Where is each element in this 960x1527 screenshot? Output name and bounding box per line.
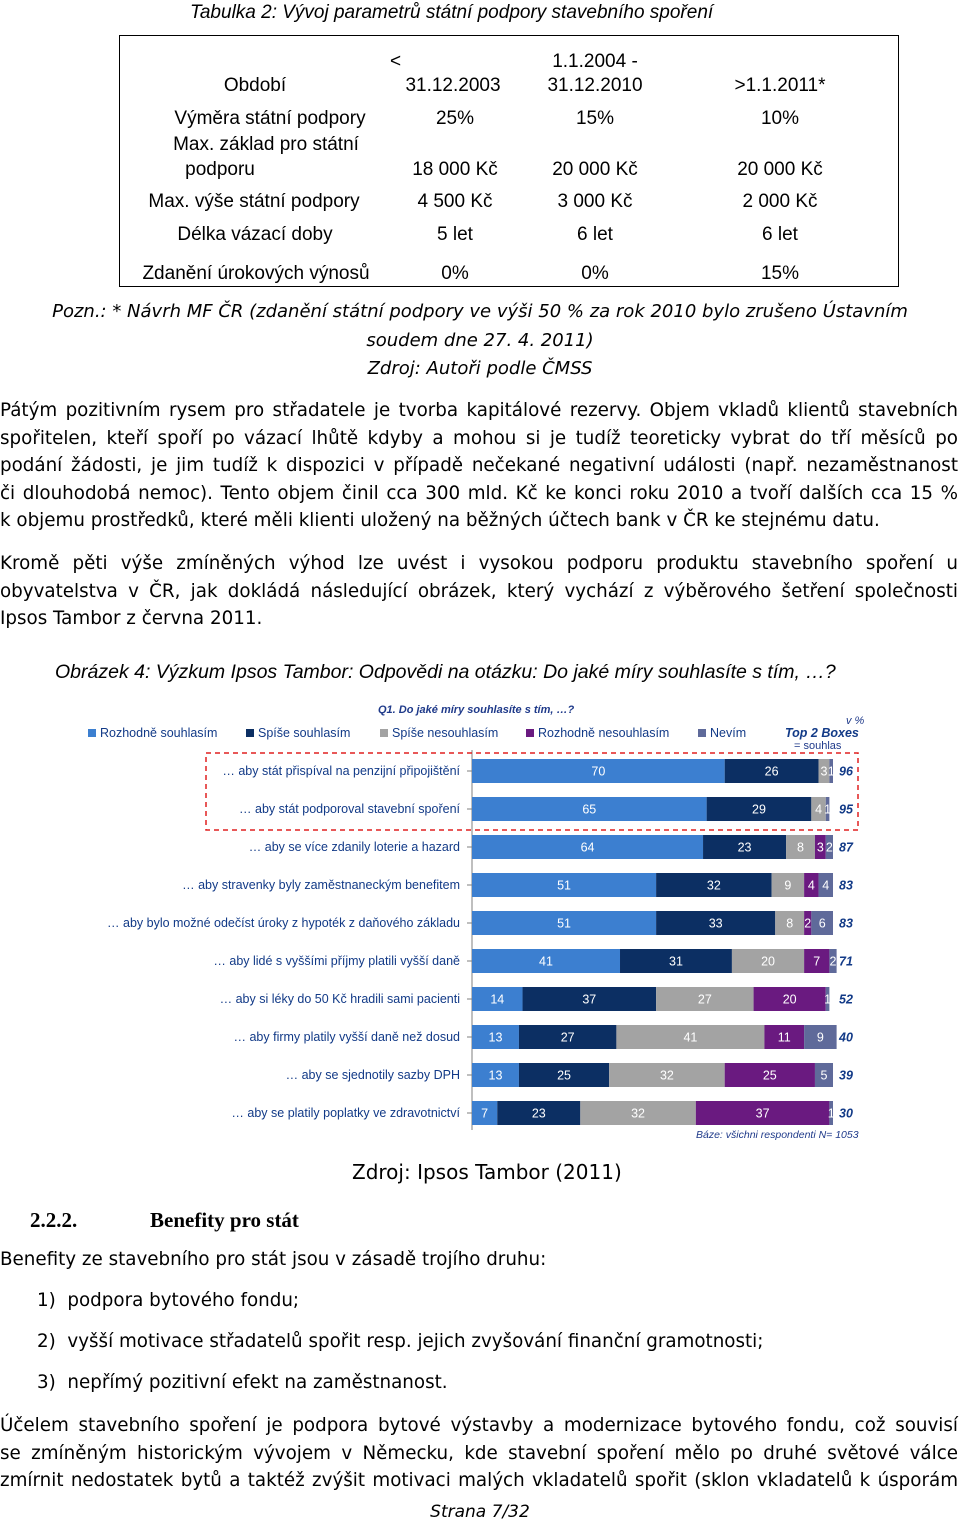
legend-label: Spíše souhlasím	[258, 726, 351, 740]
data-label: 27	[697, 992, 712, 1007]
page-number: Strana 7/32	[430, 1502, 530, 1522]
data-label: 8	[797, 840, 804, 855]
unit-label: v %	[846, 715, 865, 727]
top2-value: 83	[839, 916, 853, 931]
section-number: 2.2.2.	[30, 1208, 78, 1232]
category-label: … aby bylo možné odečíst úroky z hypoték z daňového základu	[107, 916, 460, 930]
data-label: 33	[708, 916, 723, 931]
header-2004-b: 31.12.2010	[547, 75, 643, 96]
legend-item-nevim	[698, 726, 746, 740]
data-label: 25	[762, 1068, 777, 1083]
data-label: 26	[764, 764, 779, 779]
row-delka-label: Délka vázací doby	[177, 224, 333, 245]
legend-swatch	[526, 729, 534, 737]
data-label: 51	[557, 878, 572, 893]
data-label: 2	[825, 840, 833, 855]
legend-label: Nevím	[710, 726, 747, 740]
top2-value: 83	[839, 878, 853, 893]
data-label: 1	[824, 992, 832, 1007]
data-label: 65	[582, 802, 597, 817]
row-vymera-c3: 10%	[760, 108, 800, 129]
section-intro: Benefity ze stavebního pro stát jsou v zásadě trojího druhu:	[0, 1249, 547, 1270]
text-line: zmírnit nedostatek bytů a taktéž zvýšit motivaci malých vkladatelů spořit (sklon vkladatelů k úsporám	[0, 1470, 958, 1491]
category-label: … aby se sjednotily sazby DPH	[285, 1068, 460, 1082]
data-label: 32	[631, 1106, 646, 1121]
data-label: 14	[490, 992, 505, 1007]
top2-value: 96	[839, 764, 853, 779]
data-label: 1	[827, 1106, 835, 1121]
list-item: 2) vyšší motivace střadatelů spořit resp. jejich zvyšování finanční gramotnosti;	[37, 1331, 764, 1352]
top2-value: 52	[839, 992, 853, 1007]
row-vyse-c1: 4 500 Kč	[417, 191, 493, 212]
data-label: 41	[539, 954, 553, 969]
data-label: 4	[807, 878, 815, 893]
row-delka-c2: 6 let	[577, 224, 613, 245]
text-line: Účelem stavebního spoření je podpora bytové výstavby a modernizace bytového fondu, což souvisí	[0, 1415, 958, 1436]
legend-swatch	[380, 729, 388, 737]
category-label: … aby stát podporoval stavební spoření	[239, 802, 460, 816]
figure-source: Zdroj: Ipsos Tambor (2011)	[352, 1160, 622, 1184]
text-line: Kromě pěti výše zmíněných výhod lze uvést i vysokou podporu produktu stavebního spoření u	[0, 553, 958, 574]
data-label: 23	[531, 1106, 546, 1121]
figure-caption: Obrázek 4: Výzkum Ipsos Tambor: Odpovědi na otázku: Do jaké míry souhlasíte s tím, …?	[55, 661, 836, 683]
text-line: se zmíněným historickým vývojem v Německu, kde stavební spoření mělo po druhé světové válce	[0, 1442, 958, 1464]
legend-swatch	[246, 729, 254, 737]
text-line: obyvatelstva v ČR, jak dokládá následující obrázek, který vychází z výběrového šetření společnosti	[0, 580, 958, 602]
category-label: … aby lidé s vyššími příjmy platili vyšší daně	[213, 954, 460, 968]
data-label: 37	[582, 992, 597, 1007]
category-label: … aby se více zdanily loterie a hazard	[248, 840, 460, 854]
row-zaklad-label-2: podporu	[185, 159, 255, 180]
legend-item-rozhodne-souhlasim	[88, 726, 217, 740]
top2-value: 40	[839, 1030, 853, 1045]
table-source: Zdroj: Autoři podle ČMSS	[367, 358, 593, 379]
data-label: 1	[824, 802, 832, 817]
legend-item-spise-nesouhlasim	[380, 726, 498, 740]
paragraph-capital-reserve	[0, 397, 958, 535]
data-label: 41	[683, 1030, 698, 1045]
list-item: 1) podpora bytového fondu;	[37, 1290, 300, 1311]
stacked-bar-chart	[0, 750, 960, 1130]
base-note: Báze: všichni respondenti N= 1053	[696, 1129, 859, 1141]
data-label: 37	[755, 1106, 770, 1121]
data-label: 5	[820, 1068, 828, 1083]
data-label: 4	[822, 878, 830, 893]
section-title: Benefity pro stát	[150, 1208, 299, 1232]
row-vyse-c2: 3 000 Kč	[557, 191, 633, 212]
data-label: 13	[488, 1068, 503, 1083]
data-label: 9	[784, 878, 792, 893]
row-vyse-label: Max. výše státní podpory	[148, 191, 360, 212]
table-caption: Tabulka 2: Vývoj parametrů státní podpory stavebního spoření	[190, 2, 714, 23]
top2-value: 71	[839, 954, 853, 969]
top2-value: 30	[839, 1106, 853, 1121]
row-vyse-c3: 2 000 Kč	[742, 191, 818, 212]
header-lt: <	[390, 51, 402, 72]
data-label: 3	[820, 764, 828, 779]
data-label: 6	[818, 916, 826, 931]
top2-value: 87	[839, 840, 853, 855]
data-label: 32	[706, 878, 721, 893]
chart-title: Q1. Do jaké míry souhlasíte s tím, …?	[378, 704, 575, 716]
row-zdaneni-c3: 15%	[760, 263, 800, 284]
text-line: Pátým pozitivním rysem pro střadatele je tvorba kapitálové rezervy. Objem vkladů klientů stavebních	[0, 400, 958, 421]
row-zdaneni-c2: 0%	[581, 263, 609, 284]
text-line: Ipsos Tambor z června 2011.	[0, 608, 263, 629]
data-label: 25	[557, 1068, 572, 1083]
header-2004-a: 1.1.2004 -	[552, 51, 638, 72]
data-label: 27	[560, 1030, 575, 1045]
data-label: 32	[659, 1068, 674, 1083]
parameters-table	[119, 35, 899, 287]
data-label: 20	[761, 954, 775, 969]
data-label: 4	[815, 802, 823, 817]
list-item: 3) nepřímý pozitivní efekt na zaměstnanost.	[37, 1372, 448, 1393]
data-label: 7	[813, 954, 821, 969]
data-label: 29	[752, 802, 766, 817]
top2-subheader: = souhlas	[794, 740, 842, 752]
data-label: 20	[782, 992, 797, 1007]
row-zdaneni-label: Zdanění úrokových výnosů	[142, 263, 370, 284]
legend-label: Rozhodně nesouhlasím	[538, 726, 670, 740]
text-line: k objemu prostředků, které měli klienti uložený na běžných účtech bank v ČR ke stejnému datu.	[0, 510, 880, 531]
data-label: 3	[816, 840, 824, 855]
row-vymera-c1: 25%	[435, 108, 475, 129]
row-zaklad-c1: 18 000 Kč	[412, 159, 498, 180]
top2-value: 39	[839, 1068, 853, 1083]
row-vymera-label: Výměra státní podpory	[174, 108, 366, 129]
header-2011: >1.1.2011*	[734, 75, 826, 96]
table-note-line2: soudem dne 27. 4. 2011)	[366, 330, 594, 351]
data-label: 23	[737, 840, 752, 855]
legend-item-spise-souhlasim	[246, 726, 350, 740]
category-label: … aby se platily poplatky ve zdravotnictví	[231, 1106, 460, 1120]
category-label: … aby stát přispíval na penzijní připojištění	[222, 764, 460, 778]
legend-item-rozhodne-nesouhlasim	[526, 726, 669, 740]
legend-label: Spíše nesouhlasím	[392, 726, 499, 740]
legend-swatch	[88, 729, 96, 737]
text-line: spořitelen, kteří spoří po vázací lhůtě kdyby a mohou si je tudíž teoreticky vybrat do tří měsíců po	[0, 427, 958, 449]
category-label: … aby si léky do 50 Kč hradili sami pacienti	[219, 992, 460, 1006]
text-line: či dlouhodobá nemoc). Tento objem činil cca 300 mld. Kč ke konci roku 2010 a tvoří dalších cca 15 %	[0, 482, 958, 504]
data-label: 1	[827, 764, 835, 779]
data-label: 7	[481, 1106, 489, 1121]
data-label: 31	[669, 954, 683, 969]
row-zaklad-c3: 20 000 Kč	[737, 159, 823, 180]
data-label: 51	[557, 916, 572, 931]
data-label: 64	[580, 840, 595, 855]
row-zaklad-c2: 20 000 Kč	[552, 159, 638, 180]
data-label: 9	[816, 1030, 824, 1045]
data-label: 13	[488, 1030, 503, 1045]
category-label: … aby stravenky byly zaměstnaneckým benefitem	[182, 878, 460, 892]
legend-label: Rozhodně souhlasím	[100, 726, 218, 740]
data-label: 11	[777, 1030, 791, 1045]
data-label: 70	[591, 764, 606, 779]
data-label: 2	[829, 954, 837, 969]
top2-value: 95	[839, 802, 853, 817]
data-label: 2	[804, 916, 812, 931]
header-2003: 31.12.2003	[405, 75, 501, 96]
table-note-line1: Pozn.: * Návrh MF ČR (zdanění státní podpory ve výši 50 % za rok 2010 bylo zrušeno Ústavním	[52, 301, 908, 322]
row-delka-c1: 5 let	[437, 224, 473, 245]
row-delka-c3: 6 let	[762, 224, 798, 245]
row-vymera-c2: 15%	[575, 108, 615, 129]
header-obdobi: Období	[223, 75, 287, 96]
paragraph-support	[0, 550, 958, 633]
row-zaklad-label-1: Max. základ pro státní	[173, 134, 359, 155]
top2-header: Top 2 Boxes	[785, 726, 859, 740]
category-label: … aby firmy platily vyšší daně než dosud	[233, 1030, 460, 1044]
paragraph-purpose	[0, 1412, 958, 1495]
data-label: 8	[786, 916, 794, 931]
legend-swatch	[698, 729, 706, 737]
text-line: podání žádosti, je jim tudíž k dispozici v případě nečekané negativní události (např. nezaměstnanost	[0, 455, 958, 476]
row-zdaneni-c1: 0%	[441, 263, 469, 284]
